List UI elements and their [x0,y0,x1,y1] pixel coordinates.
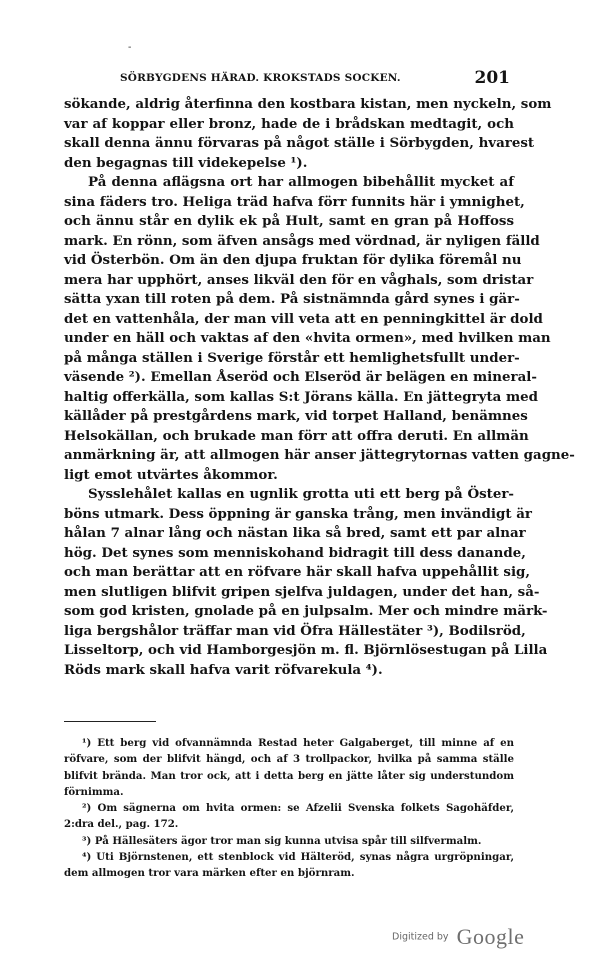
text-line: liga bergshålor träffar man vid Öfra Hällestäter ³), Bodilsröd, [64,622,526,639]
text-line: var af koppar eller bronz, hade de i brådskan medtagit, och [64,115,514,132]
text-line: hålan 7 alnar lång och nästan lika så bred, samt ett par alnar [64,525,526,541]
text-line: sätta yxan till roten på dem. På sistnämnda gård synes i gär- [64,291,520,307]
text-line: och man berättar att en röfvare här skall hafva uppehållit sig, [64,564,531,580]
text-line: böns utmark. Dess öppning är ganska trång, men invändigt är [64,505,532,522]
text-line: den begagnas till videkepelse ¹). [64,154,308,171]
footnote-line: 2:dra del., pag. 172. [64,818,179,831]
footnote-line: förnimma. [64,785,124,798]
footnote-line: ¹) Ett berg vid ofvannämnda Restad heter Galgaberget, till minne af en [82,737,514,749]
footnote-line: ⁴) Uti Björnstenen, ett stenblock vid Hälteröd, synas några urgröpningar, [82,851,514,864]
footnotes [64,735,514,882]
page-number: 201 [474,68,510,88]
footnote-divider [64,721,156,722]
text-line: mark. En rönn, som äfven ansågs med vördnad, är nyligen fälld [64,232,540,249]
text-line: mera har upphört, anses likväl den för en våghals, som dristar [64,271,534,288]
text-line: skall denna ännu förvaras på något ställe i Sörbygden, hvarest [64,135,535,151]
google-logo: Google [456,924,525,949]
text-line: anmärkning är, att allmogen här anser jättegrytornas vatten gagne- [64,447,575,463]
text-line: källåder på prestgårdens mark, vid torpet Halland, benämnes [64,408,528,424]
text-line: hög. Det synes som menniskohand bidragit till dess danande, [64,544,526,561]
digitized-watermark [392,924,524,954]
footnote-line: ²) Om sägnerna om hvita ormen: se Afzelii Svenska folkets Sagohäfder, [82,802,514,815]
footnote-line: dem allmogen tror vara märken efter en björnram. [64,867,355,880]
running-head: SÖRBYGDENS HÄRAD. KROKSTADS SOCKEN. [120,72,401,84]
footnote-line: blifvit brända. Man tror ock, att i detta berg en jätte låter sig understundom [64,769,514,782]
text-line: Helsokällan, och brukade man förr att offra deruti. En allmän [64,427,529,444]
text-line: under en häll och vaktas af den «hvita ormen», med hvilken man [64,330,551,346]
text-line: sina fäders tro. Heliga träd hafva förr funnits här i ymnighet, [64,193,525,210]
text-line: som god kristen, gnolade på en julpsalm. Mer och mindre märk- [64,603,548,619]
footnote-line: röfvare, som der blifvit hängd, och af 3 trollpackor, hvilka på samma ställe [64,753,514,766]
text-line: och ännu står en dylik ek på Hult, samt en gran på Hoffoss [64,213,514,229]
footnote-line: ³) På Hällesäters ägor tror man sig kunna utvisa spår till silfvermalm. [82,834,482,847]
text-line: sökande, aldrig återfinna den kostbara kistan, men nyckeln, som [64,96,552,112]
text-line: Lisseltorp, och vid Hamborgesjön m. fl. Björnlösestugan på Lilla [64,642,548,658]
page-header [120,68,510,88]
stray-mark: - [128,42,132,53]
text-line: vid Österbön. Om än den djupa fruktan för dylika föremål nu [64,252,522,268]
text-line: På denna aflägsna ort har allmogen bibehållit mycket af [88,174,514,190]
text-line: på många ställen i Sverige förstår ett hemlighetsfullt under- [64,349,520,366]
digitized-by-label: Digitized by [392,931,449,943]
text-line: Röds mark skall hafva varit röfvarekula ⁴). [64,661,383,678]
text-line: det en vattenhåla, der man vill veta att en penningkittel är dold [64,310,543,327]
text-line: ligt emot utvärtes åkommor. [64,466,278,483]
text-line: haltig offerkälla, som kallas S:t Jörans källa. En jättegryta med [64,388,539,405]
text-line: Sysslehålet kallas en ugnlik grotta uti ett berg på Öster- [88,486,514,502]
body-text [64,95,575,680]
text-line: väsende ²). Emellan Åseröd och Elseröd är belägen en mineral- [64,369,537,385]
text-line: men slutligen blifvit gripen sjelfva juldagen, under det han, så- [64,583,540,600]
